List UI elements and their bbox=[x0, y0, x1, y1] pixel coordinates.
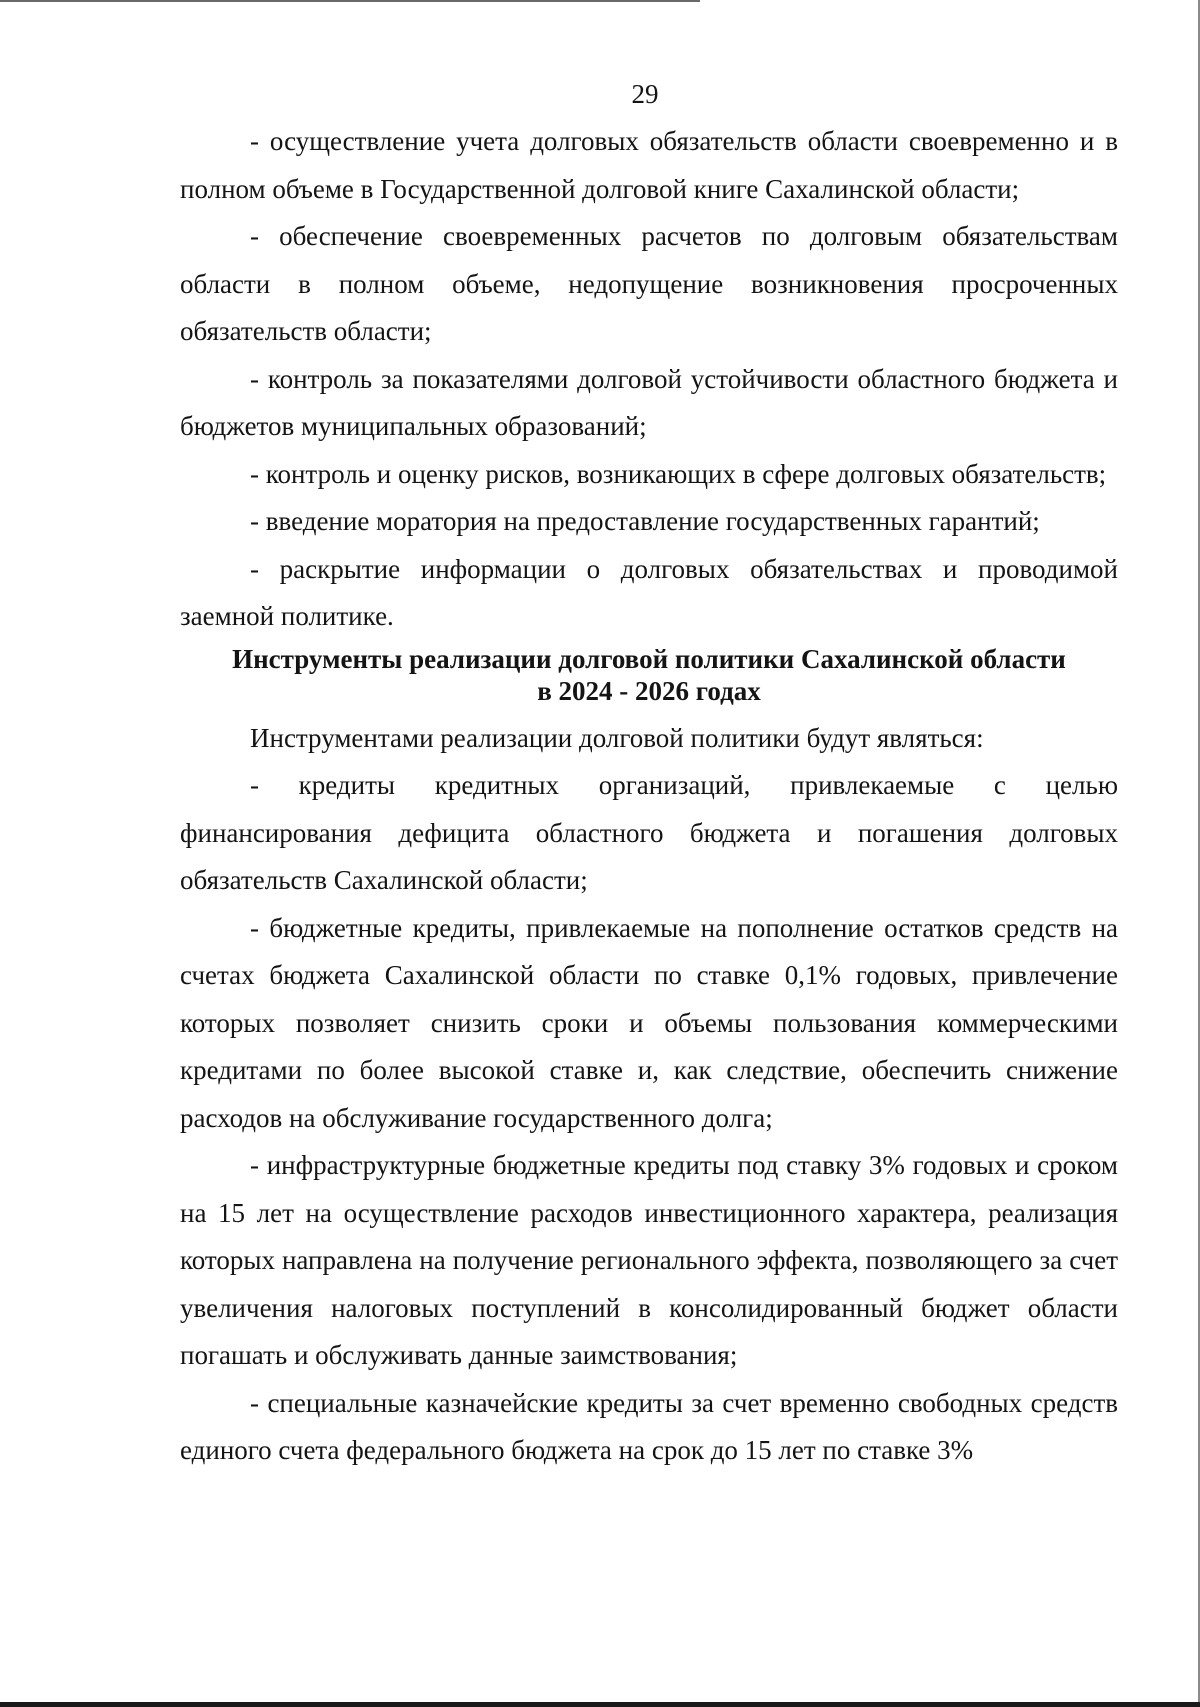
page-number: 29 bbox=[631, 79, 659, 109]
scan-border-top bbox=[0, 0, 700, 2]
list-item: - контроль и оценку рисков, возникающих в сфере долговых обязательств; bbox=[250, 458, 1107, 489]
section-heading-line-2: в 2024 - 2026 годах bbox=[537, 675, 761, 706]
list-item: - кредиты кредитных организаций, привлекаемые с целью финансирования дефицита областного бюджета и погашения долговых обязательств Сахалинской области; bbox=[180, 770, 1118, 895]
section-lead: Инструментами реализации долговой политики будут являться: bbox=[250, 722, 984, 753]
list-item: - инфраструктурные бюджетные кредиты под ставку 3% годовых и сроком на 15 лет на осуществление расходов инвестиционного характера, реализация которых направлена на получение регионального эффекта, позволяющего за счет увеличения налоговых поступлений в консолидированный бюджет области погашать и обслуживать данные заимствования; bbox=[180, 1150, 1118, 1370]
section-heading bbox=[180, 643, 1118, 707]
list-item: - контроль за показателями долговой устойчивости областного бюджета и бюджетов муниципальных образований; bbox=[180, 363, 1118, 441]
section-heading-line-1: Инструменты реализации долговой политики Сахалинской области bbox=[232, 643, 1066, 674]
list-item: - введение моратория на предоставление государственных гарантий; bbox=[250, 506, 1040, 536]
list-item: - раскрытие информации о долговых обязательствах и проводимой заемной политике. bbox=[180, 553, 1118, 631]
document-body bbox=[180, 118, 1118, 1475]
list-item: - осуществление учета долговых обязательств области своевременно и в полном объеме в Государственной долговой книге Сахалинской области; bbox=[180, 126, 1118, 204]
scan-border-bottom bbox=[0, 1702, 1200, 1707]
list-item: - обеспечение своевременных расчетов по долговым обязательствам области в полном объеме, недопущение возникновения просроченных обязательств области; bbox=[180, 221, 1118, 346]
list-item: - бюджетные кредиты, привлекаемые на пополнение остатков средств на счетах бюджета Сахалинской области по ставке 0,1% годовых, привлечение которых позволяет снизить сроки и объемы пользования коммерческими кредитами по более высокой ставке и, как следствие, обеспечить снижение расходов на обслуживание государственного долга; bbox=[180, 912, 1118, 1133]
list-item: - специальные казначейские кредиты за счет временно свободных средств единого счета федерального бюджета на срок до 15 лет по ставке 3% bbox=[180, 1387, 1118, 1465]
